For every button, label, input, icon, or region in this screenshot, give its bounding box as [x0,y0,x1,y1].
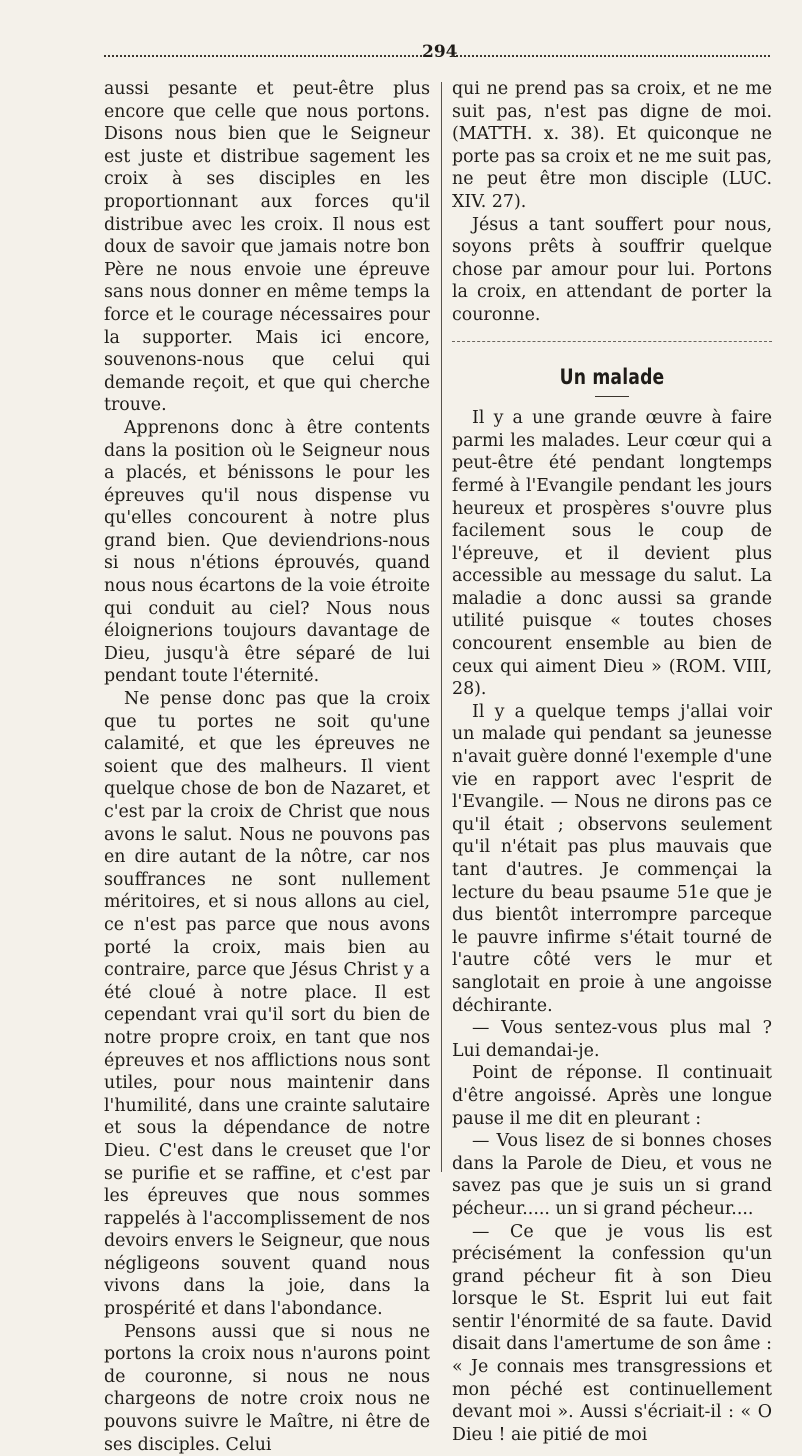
paragraph: qui ne prend pas sa croix, et ne me suit pas, n'est pas digne de moi. (MATTH. x. 38). Et quiconque ne porte pas sa croix et ne me suit pas, ne peut être mon disciple (LUC. XIV. 27). [452,79,772,212]
left-column [104,78,430,1456]
paragraph: Jésus a tant souffert pour nous, soyons prêts à souffrir quelque chose par amour pour lui. Portons la croix, en attendant de porter la couronne. [452,214,772,325]
paragraph: Apprenons donc à être contents dans la position où le Seigneur nous a placés, et bénissons le pour les épreuves qu'il nous dispense vu qu'elles concourent à notre plus grand bien. Que deviendrions-nous si nous n'étions éprouvés, quand nous nous écartons de la voie étroite qui conduit au ciel? Nous nous éloignerions toujours davantage de Dieu, jusqu'à être séparé de lui pendant toute l'éternité. [104,417,430,687]
header-rule-right [452,55,770,57]
paragraph: Il y a une grande œuvre à faire parmi les malades. Leur cœur qui a peut-être été pendant longtemps fermé à l'Evangile pendant les jours heureux et prospères s'ouvre plus facilement sous le coup de l'épreuve, et il devient plus accessible au message du salut. La maladie a donc aussi sa grande utilité puisque « toutes choses concourent ensemble au bien de ceux qui aiment Dieu » (ROM. VIII, 28). [452,408,772,700]
paragraph: Point de réponse. Il continuait d'être angoissé. Après une longue pause il me dit en pleurant : [452,1063,772,1129]
right-column [452,78,772,1446]
paragraph: aussi pesante et peut-être plus encore que celle que nous portons. Disons nous bien que le Seigneur est juste et distribue sagement les croix à ses disciples en les proportionnant aux forces qu'il distribue avec les croix. Il nous est doux de savoir que jamais notre bon Père ne nous envoie une épreuve sans nous donner en même temps la force et le courage nécessaires pour la supporter. Mais ici encore, souvenons-nous que celui qui demande reçoit, et que qui cherche trouve. [104,79,430,416]
column-divider [441,82,442,1172]
paragraph: Il y a quelque temps j'allai voir un malade qui pendant sa jeunesse n'avait guère donné l'exemple d'une vie en rapport avec l'esprit de l'Evangile. — Nous ne dirons pas ce qu'il était ; observons seulement qu'il n'était pas plus mauvais que tant d'autres. Je commençai la lecture du beau psaume 51e que je dus bientôt interrompre parceque le pauvre infirme s'était tourné de l'autre côté vers le mur et sanglotait en proie à une angoisse déchirante. [452,701,772,1016]
paragraph: — Ce que je vous lis est précisément la confession qu'un grand pécheur fit à son Dieu lorsque le St. Esprit lui eut fait sentir l'énormité de sa faute. David disait dans l'amertume de son âme : « Je connais mes transgressions et mon péché est continuellement devant moi ». Aussi s'écriait-il : « O Dieu ! aie pitié de moi [452,1221,772,1445]
header-rule-left [104,55,422,57]
section-title: Un malade [559,364,665,389]
paragraph: — Vous lisez de si bonnes choses dans la Parole de Dieu, et vous ne savez pas que je suis un si grand pécheur..... un si grand pécheur.... [452,1131,772,1219]
page-number: 294 [422,42,458,62]
title-ornament [595,396,629,397]
section-separator [452,341,772,342]
paragraph: Pensons aussi que si nous ne portons la croix nous n'aurons point de couronne, si nous ne nous chargeons de notre croix nous ne pouvons suivre le Maître, ni être de ses disciples. Celui [104,1321,430,1455]
paragraph: — Vous sentez-vous plus mal ? Lui demandai-je. [452,1018,772,1061]
page-header [104,40,770,64]
paragraph: Ne pense donc pas que la croix que tu portes ne soit qu'une calamité, et que les épreuves ne soient que des malheurs. Il vient quelque chose de bon de Nazaret, et c'est par la croix de Christ que nous avons le salut. Nous ne pouvons pas en dire autant de la nôtre, car nos souffrances ne sont nullement méritoires, et si nous allons au ciel, ce n'est pas parce que nous avons porté la croix, mais bien au contraire, parce que Jésus Christ y a été cloué à notre place. Il est cependant vrai qu'il sort du bien de notre propre croix, en tant que nos épreuves et nos afflictions nous sont utiles, pour nous maintenir dans l'humilité, dans une crainte salutaire et sous la dépendance de notre Dieu. C'est dans le creuset que l'or se purifie et se raffine, et c'est par les épreuves que nous sommes rappelés à l'accomplissement de nos devoirs envers le Seigneur, que nous négligeons souvent quand nous vivons dans la joie, dans la prospérité et dans l'abondance. [104,689,430,1320]
